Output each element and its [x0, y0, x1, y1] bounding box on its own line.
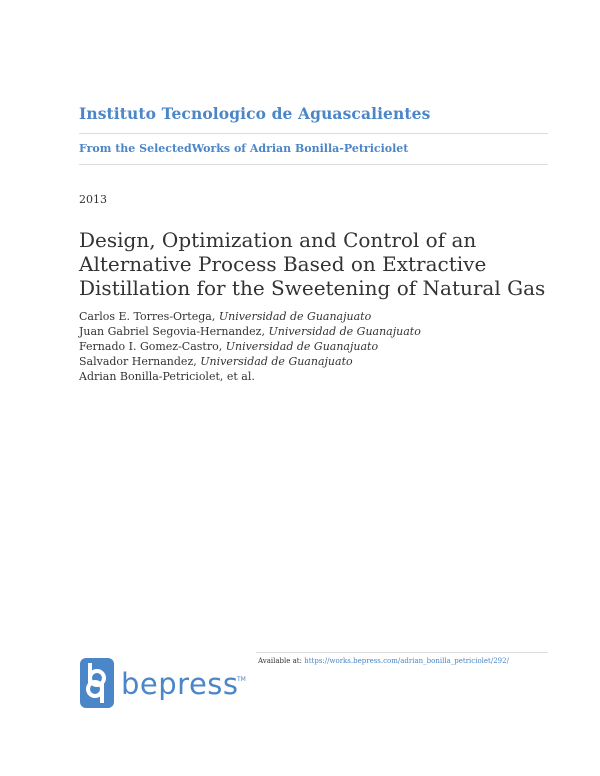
author-item — [79, 369, 421, 384]
author-name: Fernado I. Gomez-Castro, — [79, 340, 226, 353]
author-name: Carlos E. Torres-Ortega, — [79, 310, 219, 323]
bepress-wordmark: bepress — [121, 667, 239, 701]
publication-year: 2013 — [79, 193, 107, 206]
author-item — [79, 354, 421, 369]
document-title — [79, 228, 549, 300]
author-item — [79, 309, 421, 324]
author-item — [79, 324, 421, 339]
title-line: Distillation for the Sweetening of Natural Gas — [79, 276, 546, 300]
trademark-mark: TM — [237, 676, 246, 683]
sub-divider — [79, 164, 548, 165]
availability-line — [258, 657, 509, 665]
institution-name[interactable]: Instituto Tecnologico de Aguascalientes — [79, 104, 431, 123]
selectedworks-link[interactable]: From the SelectedWorks of Adrian Bonilla-Petriciolet — [79, 142, 409, 155]
author-affiliation: Universidad de Guanajuato — [225, 340, 379, 353]
available-url-link[interactable]: https://works.bepress.com/adrian_bonilla_petriciolet/292/ — [304, 657, 509, 665]
author-affiliation: Universidad de Guanajuato — [218, 310, 372, 323]
author-affiliation: Universidad de Guanajuato — [200, 355, 353, 368]
header-divider — [79, 133, 548, 134]
footer-divider — [256, 652, 548, 653]
author-name: Salvador Hernandez, — [79, 355, 201, 368]
title-line: Design, Optimization and Control of an — [79, 228, 477, 252]
author-name: Adrian Bonilla-Petriciolet, et al. — [79, 370, 255, 383]
author-item — [79, 339, 421, 354]
author-affiliation: Universidad de Guanajuato — [268, 325, 421, 338]
author-name: Juan Gabriel Segovia-Hernandez, — [79, 325, 269, 338]
available-label: Available at: — [258, 657, 305, 665]
author-list — [79, 309, 421, 384]
title-line: Alternative Process Based on Extractive — [79, 252, 487, 276]
